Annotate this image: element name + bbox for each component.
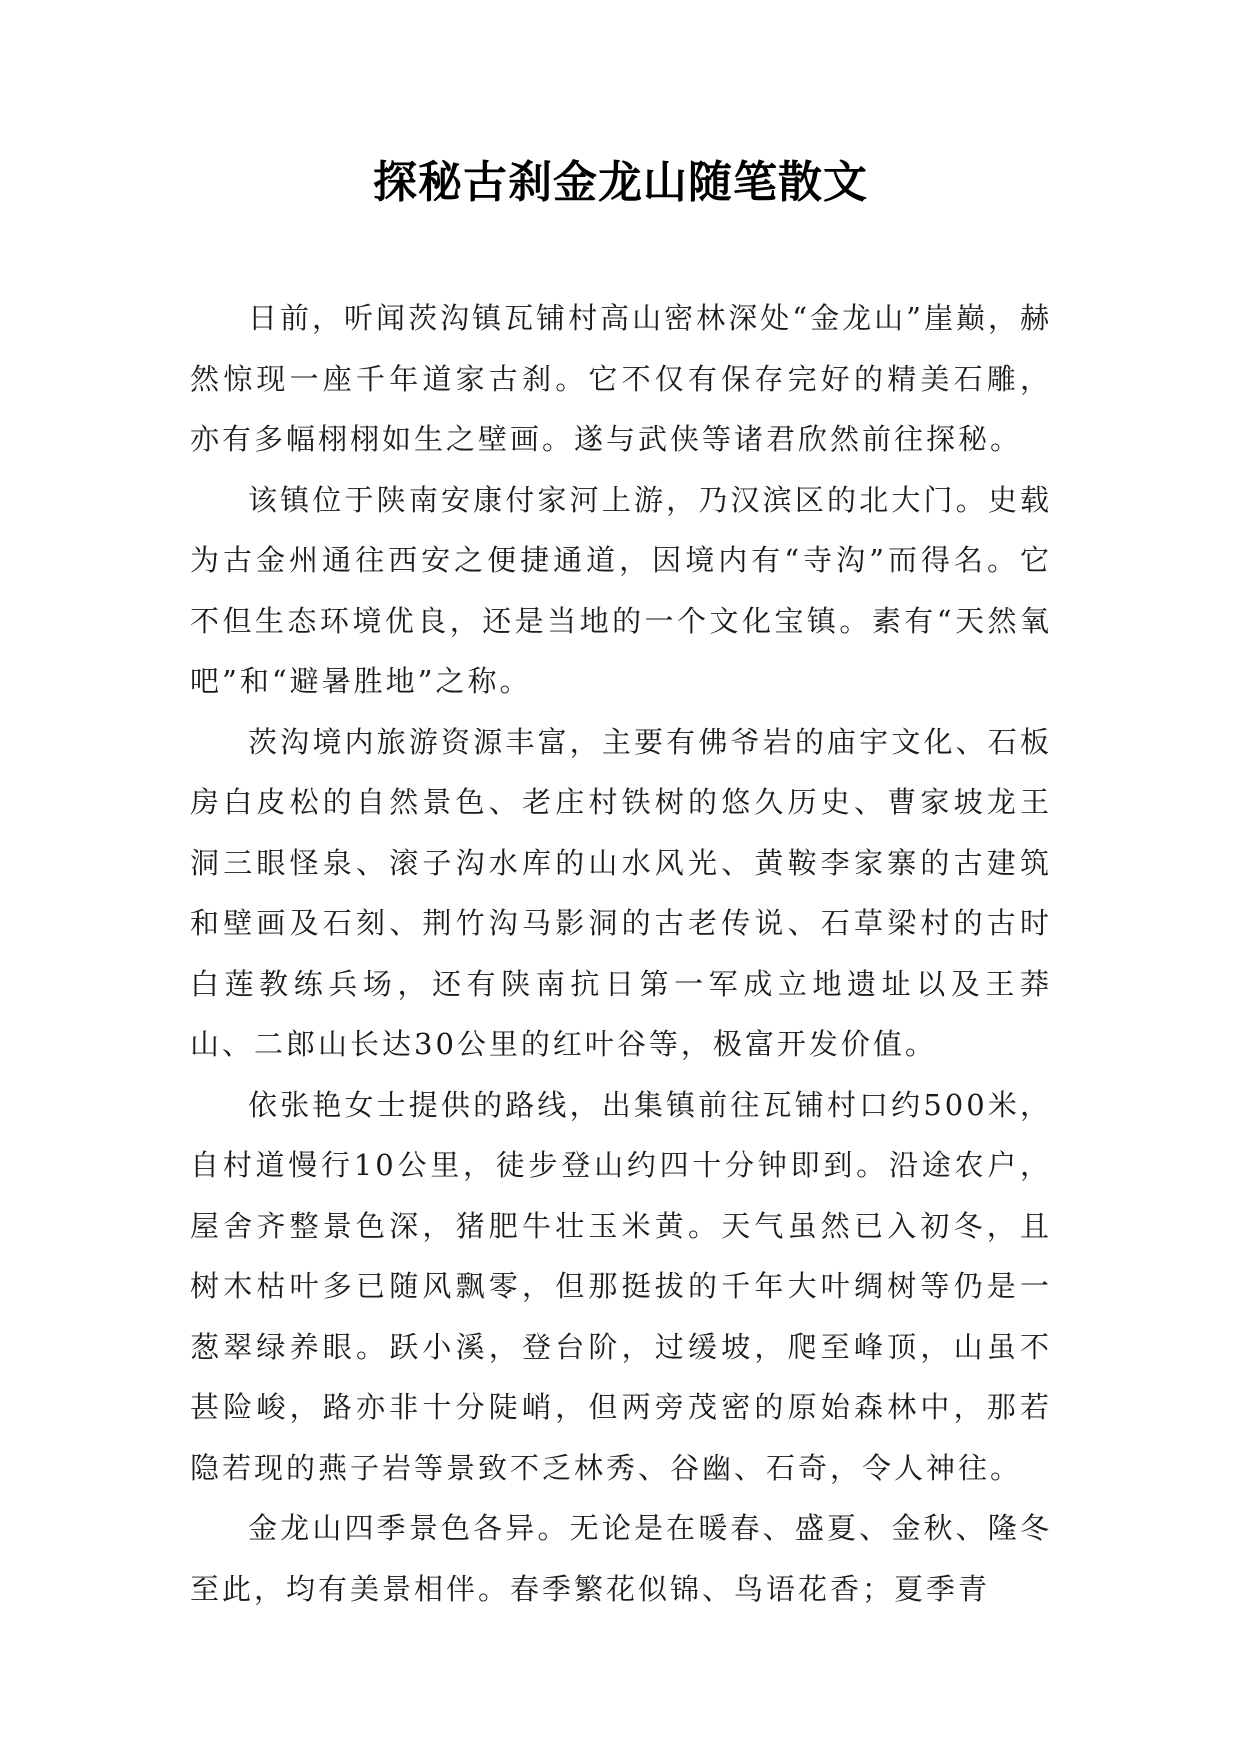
paragraph-3: 茨沟境内旅游资源丰富，主要有佛爷岩的庙宇文化、石板房白皮松的自然景色、老庄村铁树的悠久历史、曹家坡龙王洞三眼怪泉、滚子沟水库的山水风光、黄鞍李家寨的古建筑和壁画及石刻、荆竹沟马影洞的古老传说、石草梁村的古时白莲教练兵场，还有陕南抗日第一军成立地遗址以及王莽山、二郎山长达30公里的红叶谷等，极富开发价值。: [190, 724, 1052, 1061]
paragraph-2: 该镇位于陕南安康付家河上游，乃汉滨区的北大门。史载为古金州通往西安之便捷通道，因境内有“寺沟”而得名。它不但生态环境优良，还是当地的一个文化宝镇。素有“天然氧吧”和“避暑胜地”之称。: [190, 482, 1052, 698]
paragraph-1: 日前，听闻茨沟镇瓦铺村高山密林深处“金龙山”崖巅，赫然惊现一座千年道家古刹。它不仅有保存完好的精美石雕，亦有多幅栩栩如生之壁画。遂与武侠等诸君欣然前往探秘。: [190, 301, 1052, 456]
paragraph-4: 依张艳女士提供的路线，出集镇前往瓦铺村口约500米，自村道慢行10公里，徒步登山约四十分钟即到。沿途农户，屋舍齐整景色深，猪肥牛壮玉米黄。天气虽然已入初冬，且树木枯叶多已随风飘零，但那挺拔的千年大叶绸树等仍是一葱翠绿养眼。跃小溪，登台阶，过缓坡，爬至峰顶，山虽不甚险峻，路亦非十分陡峭，但两旁茂密的原始森林中，那若隐若现的燕子岩等景致不乏林秀、谷幽、石奇，令人神往。: [190, 1087, 1052, 1485]
document-body: [190, 288, 1052, 1619]
document-title: 探秘古刹金龙山随笔散文: [373, 157, 868, 208]
paragraph-5: 金龙山四季景色各异。无论是在暖春、盛夏、金秋、隆冬至此，均有美景相伴。春季繁花似锦、鸟语花香；夏季青: [190, 1511, 1052, 1606]
